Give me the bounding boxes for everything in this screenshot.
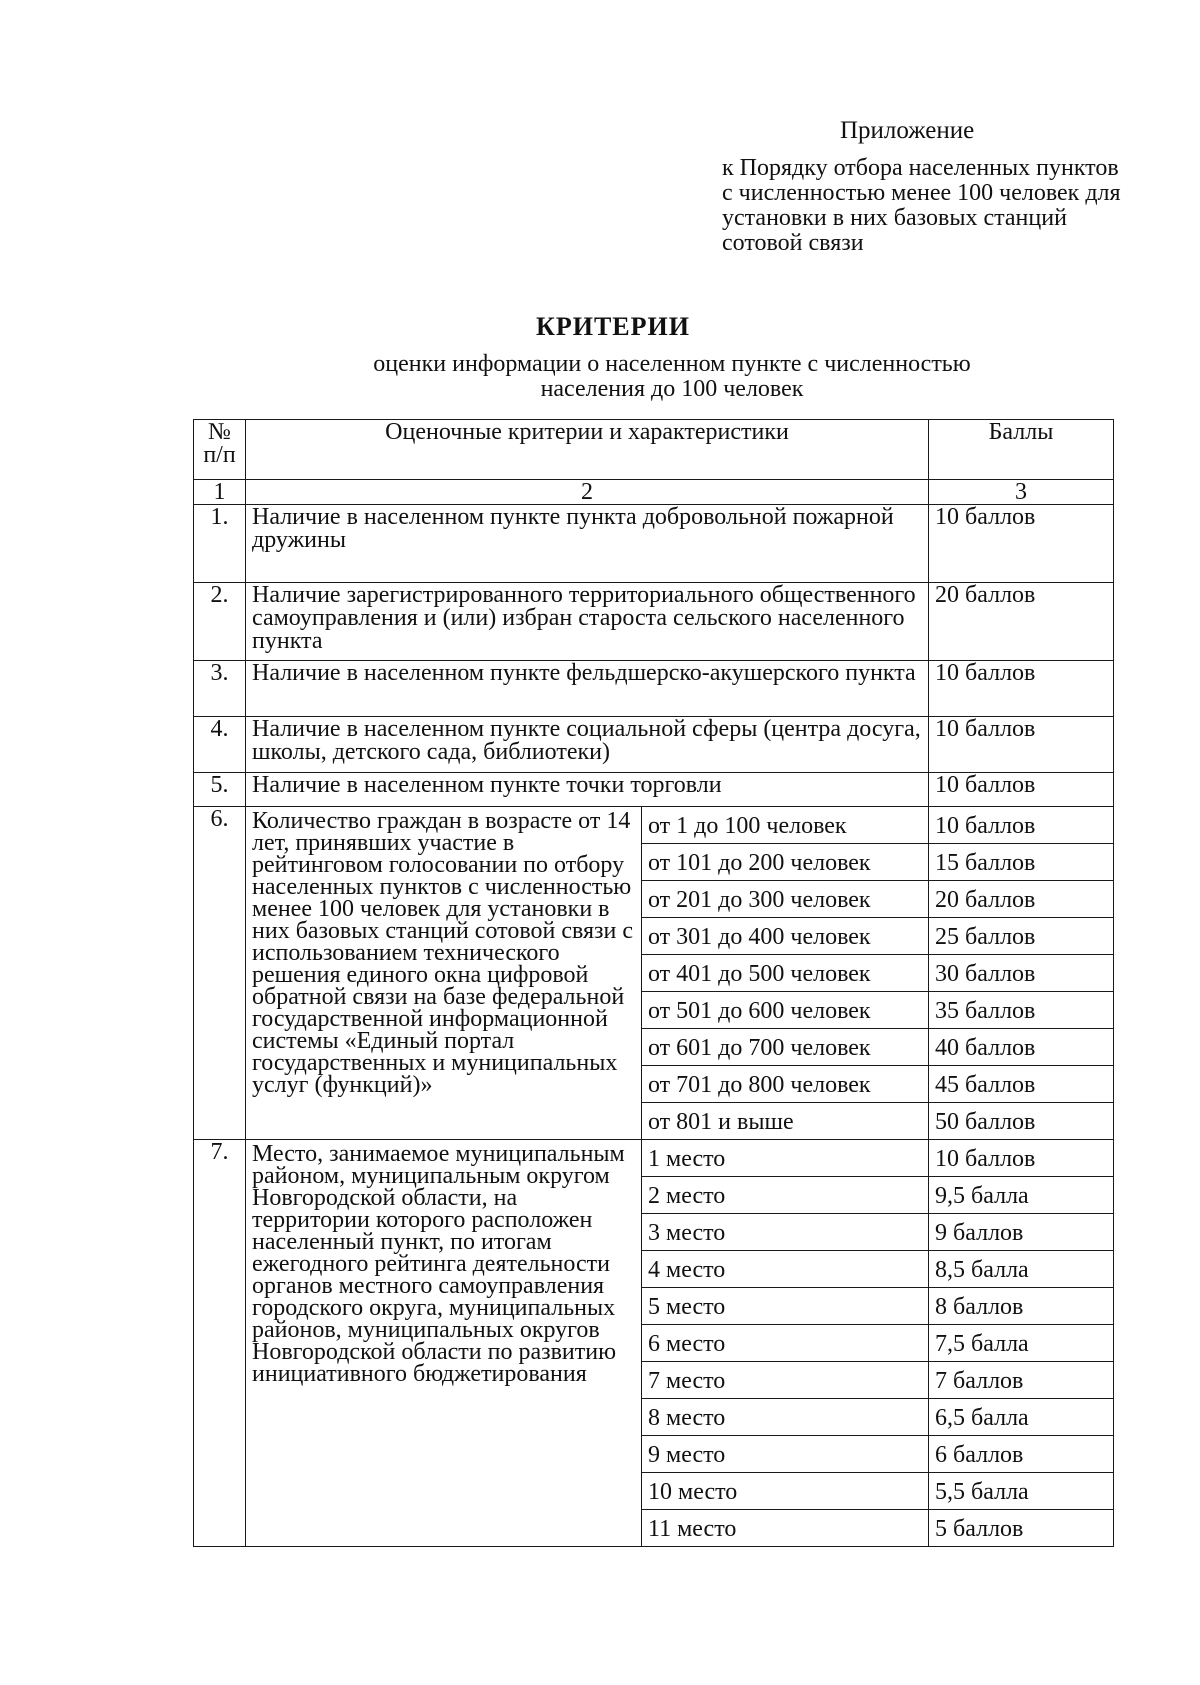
row-number: 6.: [194, 807, 246, 1140]
criterion-points: 10 баллов: [929, 717, 1114, 773]
table-row: [194, 661, 1114, 717]
table-row: [194, 717, 1114, 773]
sub-criterion-points: 35 баллов: [929, 992, 1114, 1029]
sub-criterion-range: от 401 до 500 человек: [642, 955, 929, 992]
sub-criterion-range: от 301 до 400 человек: [642, 918, 929, 955]
sub-criterion-range: 1 место: [642, 1140, 929, 1177]
index-col-2: 2: [246, 480, 929, 505]
row-number: 3.: [194, 661, 246, 717]
sub-criterion-range: от 601 до 700 человек: [642, 1029, 929, 1066]
sub-criterion-range: от 1 до 100 человек: [642, 807, 929, 844]
sub-criterion-range: от 201 до 300 человек: [642, 881, 929, 918]
appendix-title: Приложение: [840, 117, 975, 144]
sub-criterion-points: 7,5 балла: [929, 1325, 1114, 1362]
criterion-points: 10 баллов: [929, 773, 1114, 807]
sub-criterion-range: 10 место: [642, 1473, 929, 1510]
sub-criterion-range: 9 место: [642, 1436, 929, 1473]
sub-criterion-points: 6,5 балла: [929, 1399, 1114, 1436]
sub-criterion-points: 40 баллов: [929, 1029, 1114, 1066]
sub-criterion-range: 5 место: [642, 1288, 929, 1325]
sub-criterion-range: от 801 и выше: [642, 1103, 929, 1140]
sub-criterion-range: от 701 до 800 человек: [642, 1066, 929, 1103]
sub-criterion-points: 5,5 балла: [929, 1473, 1114, 1510]
subtitle-line-1: оценки информации о населенном пункте с численностью: [373, 351, 971, 377]
sub-criterion-points: 8,5 балла: [929, 1251, 1114, 1288]
sub-criterion-points: 8 баллов: [929, 1288, 1114, 1325]
sub-criterion-range: от 501 до 600 человек: [642, 992, 929, 1029]
criterion-text: Количество граждан в возрасте от 14 лет, принявших участие в рейтинговом голосовании по отбору населенных пунктов с численностью менее 100 человек для установки в них базовых станций сотовой связи с использованием технического решения единого окна цифровой обратной связи на базе федеральной государственной информационной системы «Единый портал государственных и муниципальных услуг (функций)»: [246, 807, 642, 1140]
sub-criterion-range: 7 место: [642, 1362, 929, 1399]
table-index-row: [194, 480, 1114, 505]
criterion-points: 10 баллов: [929, 661, 1114, 717]
criteria-table-body: [194, 420, 1114, 1547]
appendix-note: [722, 118, 1122, 256]
row-number: 2.: [194, 583, 246, 661]
sub-criterion-range: от 101 до 200 человек: [642, 844, 929, 881]
sub-criterion-points: 20 баллов: [929, 881, 1114, 918]
sub-criterion-points: 6 баллов: [929, 1436, 1114, 1473]
header-criteria: Оценочные критерии и характеристики: [246, 420, 929, 480]
index-col-1: 1: [194, 480, 246, 505]
table-row: [194, 583, 1114, 661]
index-col-3: 3: [929, 480, 1114, 505]
row-number: 5.: [194, 773, 246, 807]
sub-criterion-range: 11 место: [642, 1510, 929, 1547]
sub-criterion-points: 5 баллов: [929, 1510, 1114, 1547]
row-number: 7.: [194, 1140, 246, 1547]
table-row: [194, 1140, 1114, 1177]
sub-criterion-range: 3 место: [642, 1214, 929, 1251]
row-number: 4.: [194, 717, 246, 773]
sub-criterion-range: 2 место: [642, 1177, 929, 1214]
page-subtitle: [190, 352, 1070, 402]
criteria-table: [193, 419, 1114, 1547]
subtitle-line-2: населения до 100 человек: [540, 376, 804, 402]
sub-criterion-points: 10 баллов: [929, 1140, 1114, 1177]
table-header-row: [194, 420, 1114, 480]
sub-criterion-range: 8 место: [642, 1399, 929, 1436]
criterion-text: Наличие в населенном пункте точки торговли: [246, 773, 929, 807]
sub-criterion-points: 9 баллов: [929, 1214, 1114, 1251]
criterion-text: Наличие в населенном пункте фельдшерско-акушерского пункта: [246, 661, 929, 717]
sub-criterion-points: 50 баллов: [929, 1103, 1114, 1140]
sub-criterion-points: 7 баллов: [929, 1362, 1114, 1399]
appendix-text: к Порядку отбора населенных пунктов с численностью менее 100 человек для установки в них базовых станций сотовой связи: [722, 155, 1121, 256]
sub-criterion-points: 15 баллов: [929, 844, 1114, 881]
criterion-text: Наличие в населенном пункте пункта добровольной пожарной дружины: [246, 505, 929, 583]
criterion-points: 20 баллов: [929, 583, 1114, 661]
sub-criterion-range: 6 место: [642, 1325, 929, 1362]
table-row: [194, 807, 1114, 844]
page-title: КРИТЕРИИ: [536, 312, 690, 341]
header-points: Баллы: [929, 420, 1114, 480]
criterion-points: 10 баллов: [929, 505, 1114, 583]
sub-criterion-points: 45 баллов: [929, 1066, 1114, 1103]
sub-criterion-points: 25 баллов: [929, 918, 1114, 955]
row-number: 1.: [194, 505, 246, 583]
sub-criterion-points: 9,5 балла: [929, 1177, 1114, 1214]
criterion-text: Наличие в населенном пункте социальной сферы (центра досуга, школы, детского сада, библиотеки): [246, 717, 929, 773]
table-row: [194, 773, 1114, 807]
sub-criterion-points: 10 баллов: [929, 807, 1114, 844]
sub-criterion-range: 4 место: [642, 1251, 929, 1288]
table-row: [194, 505, 1114, 583]
header-num: № п/п: [194, 420, 246, 480]
criterion-text: Место, занимаемое муниципальным районом, муниципальным округом Новгородской области, на территории которого расположен населенный пункт, по итогам ежегодного рейтинга деятельности органов местного самоуправления городского округа, муниципальных районов, муниципальных округов Новгородской области по развитию инициативного бюджетирования: [246, 1140, 642, 1547]
title-block: [190, 312, 1070, 402]
sub-criterion-points: 30 баллов: [929, 955, 1114, 992]
criterion-text: Наличие зарегистрированного территориального общественного самоуправления и (или) избран староста сельского населенного пункта: [246, 583, 929, 661]
